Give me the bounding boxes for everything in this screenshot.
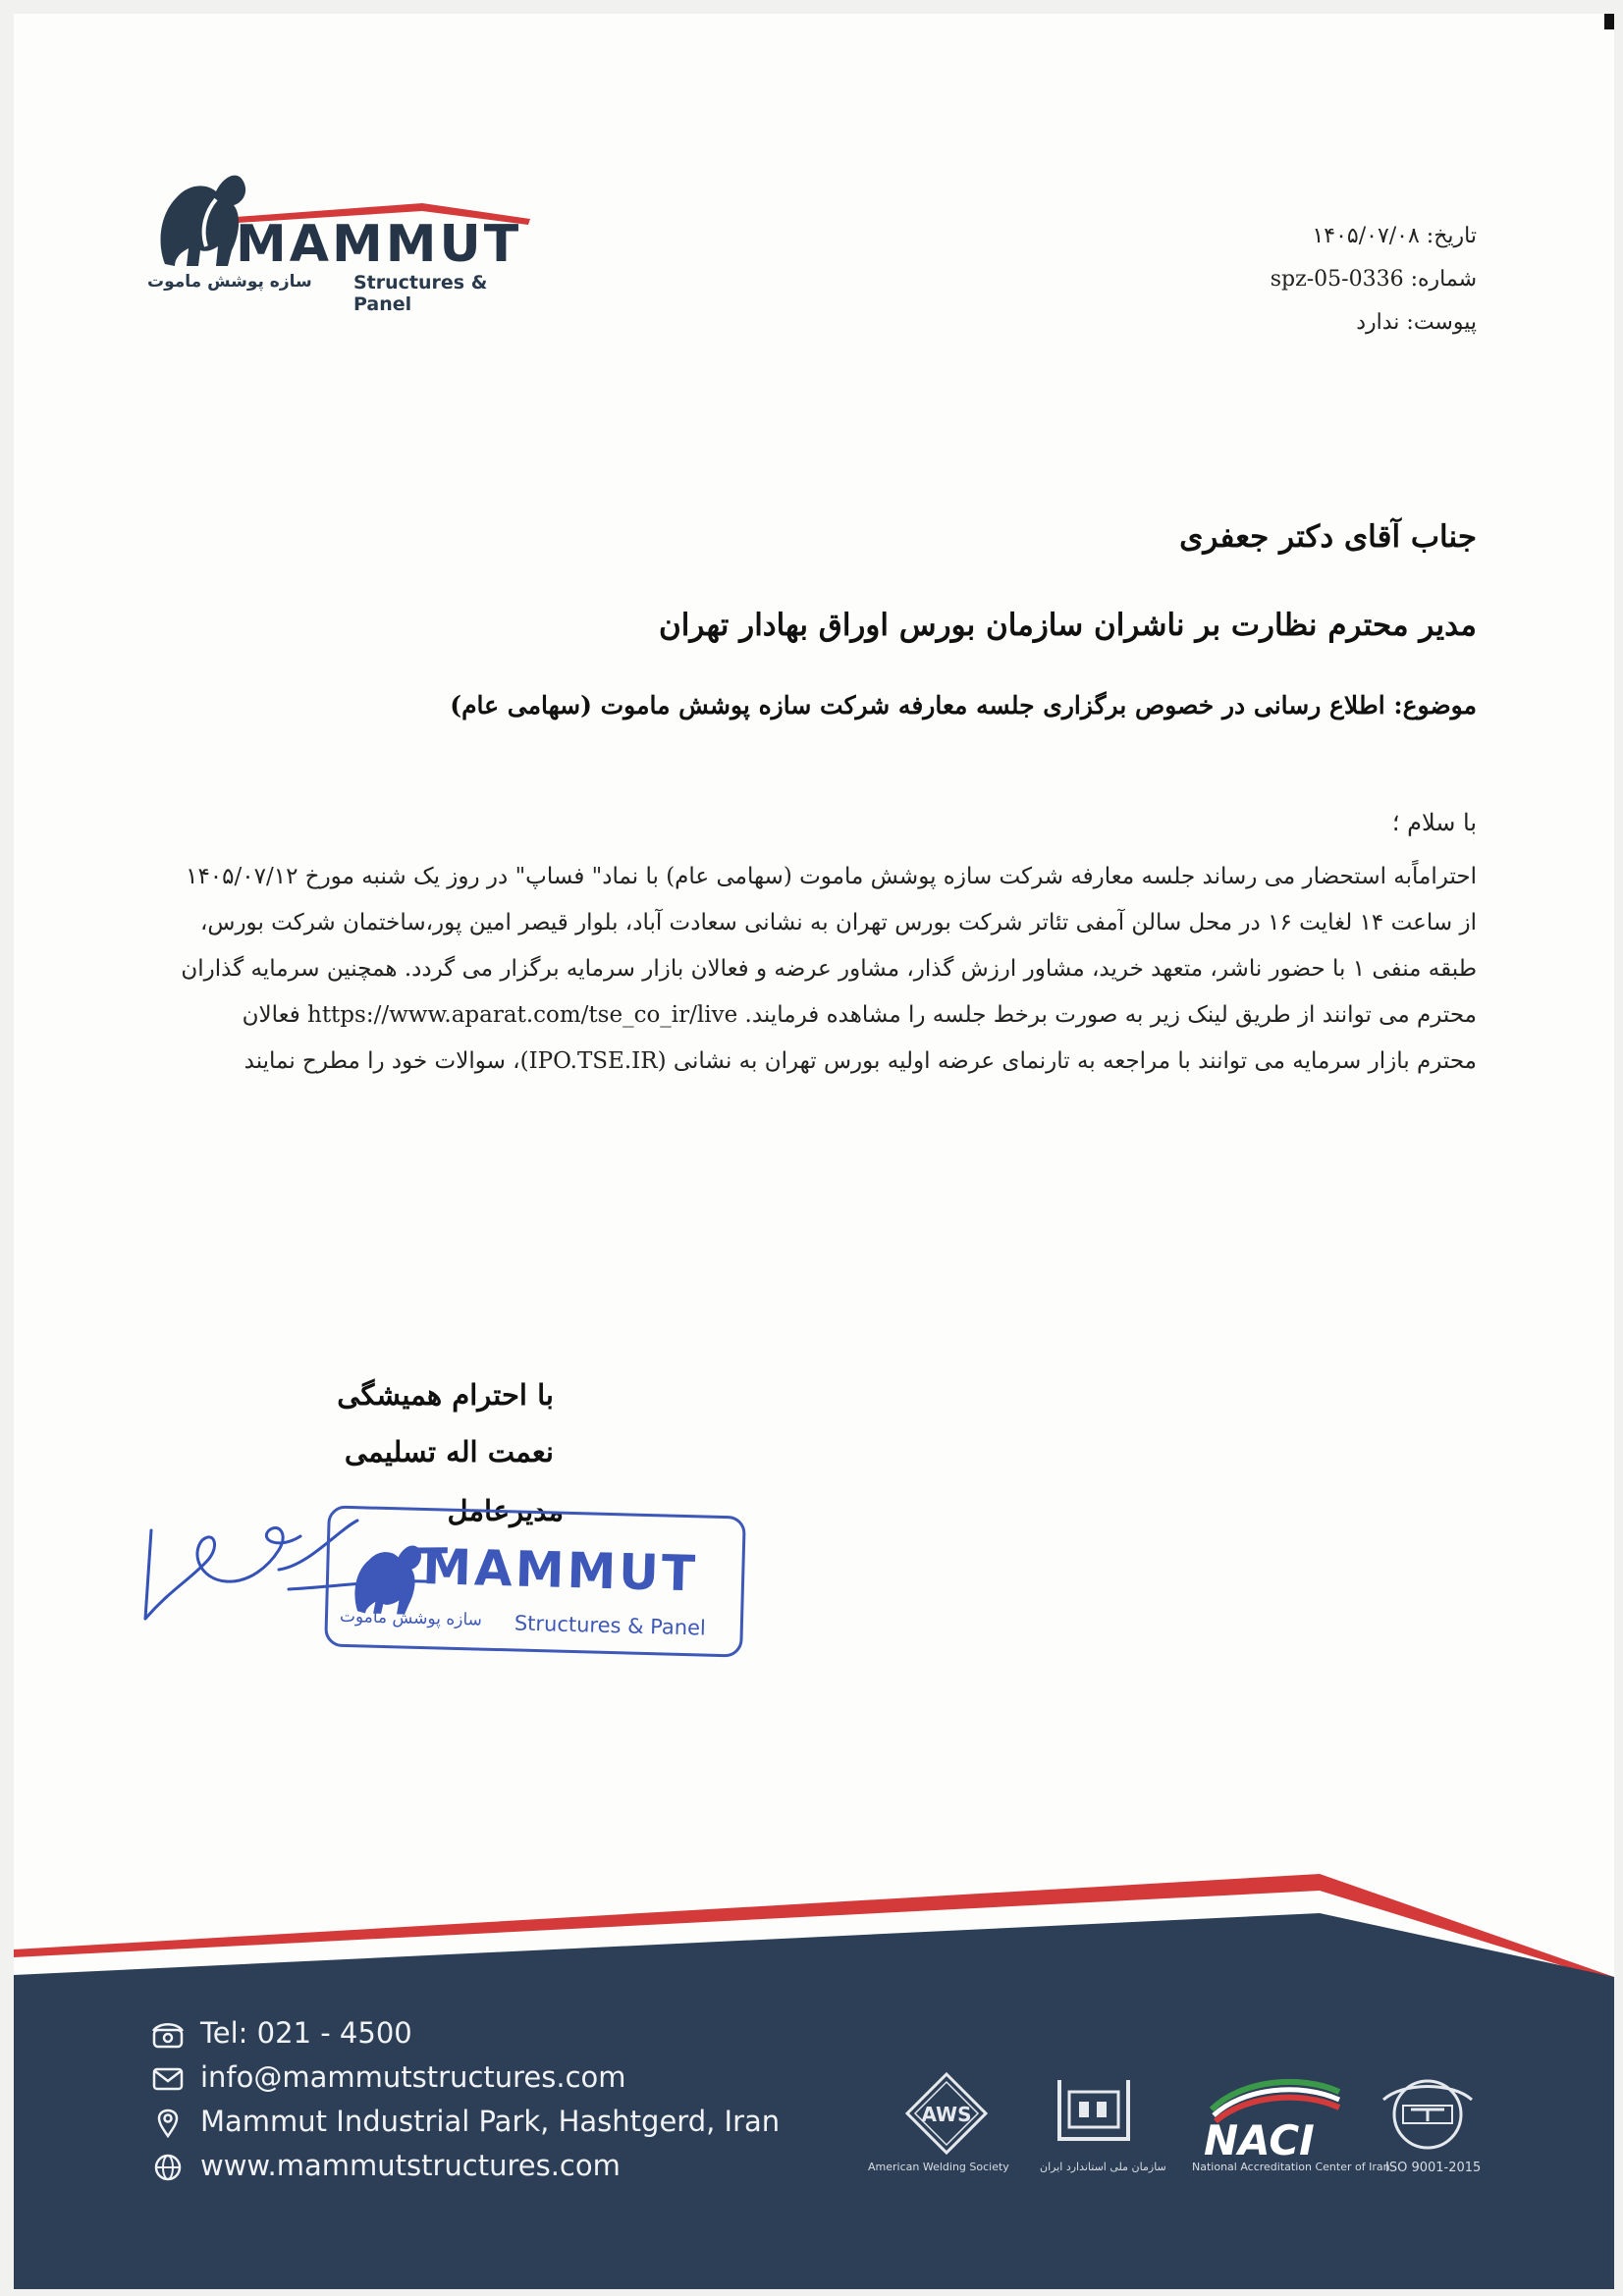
email-icon xyxy=(151,2064,185,2094)
letter-number xyxy=(1271,258,1477,301)
company-stamp xyxy=(324,1505,746,1657)
logo-brand-en: Structures & Panel xyxy=(353,272,488,315)
stamp-brand-en: Structures & Panel xyxy=(514,1611,707,1640)
letter-number-label: شماره: xyxy=(1410,267,1477,292)
email-text: info@mammutstructures.com xyxy=(200,2060,626,2094)
iran-standard-cert xyxy=(1040,2070,1166,2173)
body-line: احتراماًبه استحضار می رساند جلسه معارفه شرکت سازه پوشش ماموت (سهامی عام) با نماد" فساپ" در روز یک شنبه مورخ ۱۴۰۵/۰۷/۱۲ xyxy=(186,864,1477,889)
tuv-cert xyxy=(1364,2070,1491,2175)
addressee-name: جناب آقای دکتر جعفری xyxy=(1179,519,1477,555)
greeting: با سلام ؛ xyxy=(1391,809,1477,836)
company-logo xyxy=(147,156,540,315)
aws-logo-icon xyxy=(878,2070,1015,2159)
body-line: محترم می توانند از طریق لینک زیر به صورت برخط جلسه را مشاهده فرمایند. https://www.aparat.com/tse_co_ir/live فعالان xyxy=(242,1002,1477,1028)
scan-mark xyxy=(1604,14,1614,29)
logo-brand-word: MAMMUT xyxy=(236,215,522,274)
iran-standard-logo-icon xyxy=(1040,2070,1148,2159)
signatory-title: مدیرعامل xyxy=(447,1494,564,1527)
logo-brand-fa: سازه پوشش ماموت xyxy=(147,272,312,292)
letter-body xyxy=(181,854,1477,1085)
globe-icon xyxy=(151,2153,185,2182)
phone-icon xyxy=(151,2020,185,2050)
letter-page xyxy=(14,14,1614,2289)
phone-text: Tel: 021 - 4500 xyxy=(200,2016,412,2050)
footer xyxy=(14,1977,1614,2289)
naci-label: National Accreditation Center of Iran xyxy=(1192,2161,1390,2173)
body-line: محترم بازار سرمایه می توانند با مراجعه به تارنمای عرضه اولیه بورس تهران به نشانی (IPO.TSE.IR)، سوالات خود را مطرح نمایند xyxy=(243,1048,1477,1074)
stamp-brand-fa: سازه پوشش ماموت xyxy=(339,1606,483,1630)
closing-regards: با احترام همیشگی xyxy=(337,1378,554,1412)
letter-subject: موضوع: اطلاع رسانی در خصوص برگزاری جلسه معارفه شرکت سازه پوشش ماموت (سهامی عام) xyxy=(450,691,1477,720)
tuv-logo-icon xyxy=(1364,2070,1491,2159)
svg-text:AWS: AWS xyxy=(921,2103,972,2126)
address-text: Mammut Industrial Park, Hashtgerd, Iran xyxy=(200,2105,781,2138)
letter-number-value: spz-05-0336 xyxy=(1270,267,1404,292)
iso-label: ISO 9001-2015 xyxy=(1385,2161,1482,2175)
naci-cert xyxy=(1192,2070,1390,2173)
signatory-name: نعمت اله تسلیمی xyxy=(344,1435,554,1468)
letter-meta xyxy=(1271,215,1477,345)
website-text: www.mammutstructures.com xyxy=(200,2149,621,2182)
footer-roof-band-icon xyxy=(14,1859,1614,1982)
aws-label: American Welding Society xyxy=(868,2161,1009,2173)
body-line: طبقه منفی ۱ با حضور ناشر، متعهد خرید، مشاور ارزش گذار، مشاور عرضه و فعالان بازار سرمایه برگزار می گردد. همچنین سرمایه گذاران xyxy=(181,956,1477,982)
iran-standard-label: سازمان ملی استاندارد ایران xyxy=(1040,2161,1166,2173)
aws-cert xyxy=(868,2070,1015,2173)
letter-date: تاریخ: ۱۴۰۵/۰۷/۰۸ xyxy=(1312,224,1477,248)
location-pin-icon xyxy=(151,2109,185,2138)
body-line: از ساعت ۱۴ لغایت ۱۶ در محل سالن آمفی تئاتر شرکت بورس تهران به نشانی سعادت آباد، بلوار قیصر امین پور،ساختمان شرکت بورس، xyxy=(199,910,1477,935)
naci-logo-icon xyxy=(1192,2070,1359,2159)
svg-text:NACI: NACI xyxy=(1204,2116,1315,2159)
addressee-title: مدیر محترم نظارت بر ناشران سازمان بورس اوراق بهادار تهران xyxy=(659,608,1477,643)
letter-attachment: پیوست: ندارد xyxy=(1356,310,1477,335)
stamp-brand-word: MAMMUT xyxy=(421,1538,699,1603)
